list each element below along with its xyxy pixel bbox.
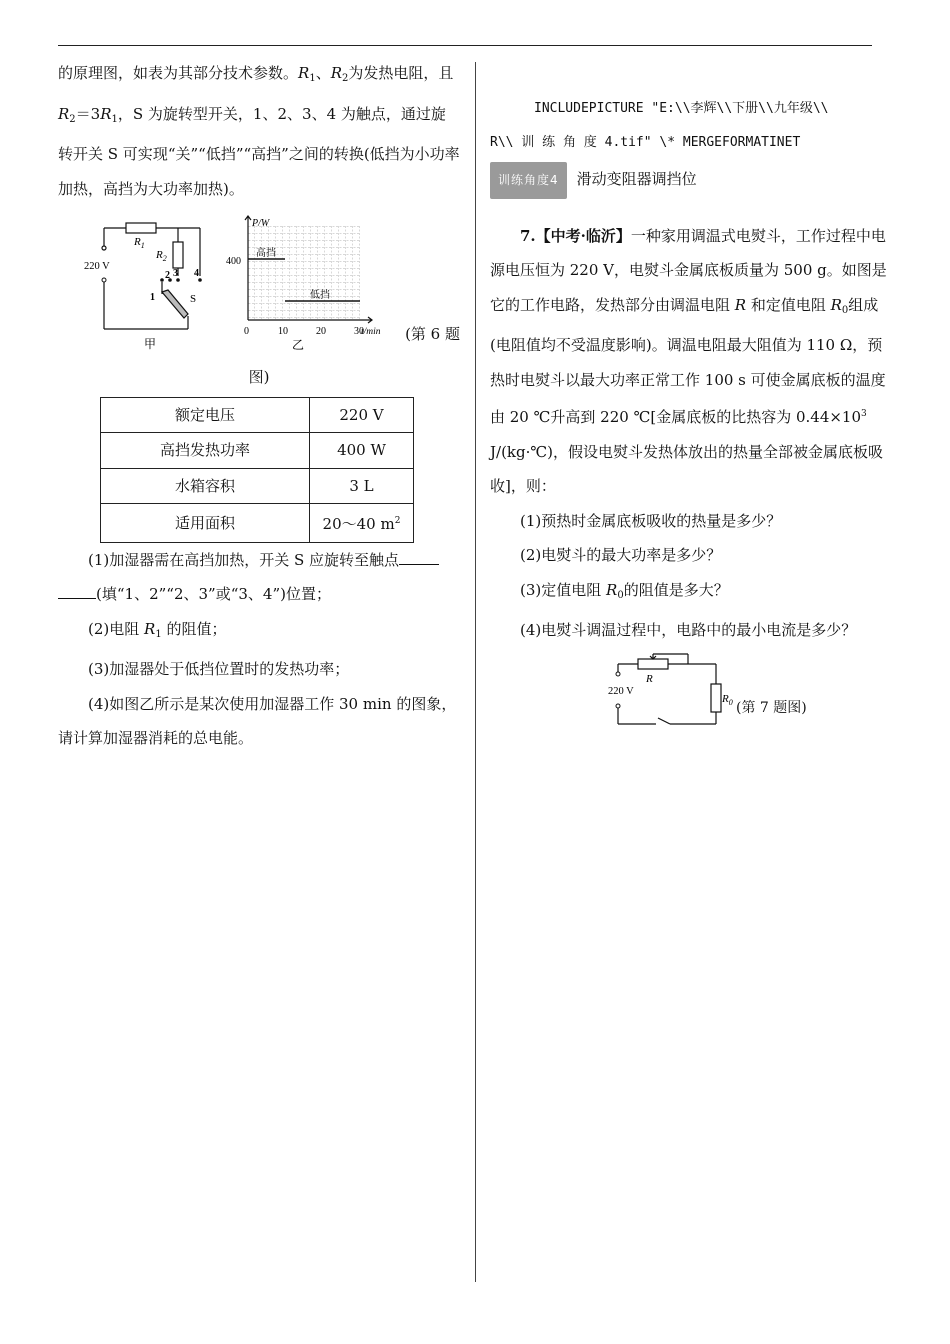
contact-4: 4 (194, 268, 199, 279)
contact-1: 1 (150, 292, 155, 303)
r0-label: $R_0$ (722, 692, 733, 707)
figure-6 (58, 212, 460, 352)
section-title: 滑动变阻器调挡位 (576, 170, 697, 188)
question-6-1: (1)加湿器需在高挡加热，开关 S 应旋转至触点 (填“1、2”“2、3”或“3、4”)位置； (58, 543, 460, 612)
r2-label: $R_2$ (156, 249, 167, 263)
parameter-table (100, 397, 414, 543)
question-7-1: (1)预热时金属底板吸收的热量是多少？ (520, 511, 782, 530)
x-tick-10: 10 (278, 326, 288, 337)
switch-label: S (190, 293, 197, 305)
figure-7 (490, 652, 892, 752)
high-gear-label: 高挡 (256, 248, 276, 259)
figure-6-caption: (第 6 题 (405, 325, 460, 343)
figure-jia-label: 甲 (144, 337, 157, 351)
header-rule (58, 45, 872, 46)
question-6-2: (2)电阻 $R_1$ 的阻值； (88, 619, 227, 640)
x-axis-label: t/min (361, 327, 381, 337)
contact-3: 3 (173, 268, 178, 279)
question-6-4: (4)如图乙所示是某次使用加湿器工作 30 min 的图象，请计算加湿器消耗的总电能。 (58, 694, 457, 747)
question-7-3: (3)定值电阻 $R_0$的阻值是多大？ (520, 580, 729, 601)
answer-blank[interactable] (399, 546, 439, 565)
section-badge: 训练角度4 (490, 162, 567, 199)
table-row: 额定电压 220 V (101, 397, 414, 433)
question-6-3: (3)加湿器处于低挡位置时的发热功率； (88, 660, 350, 678)
question-7-2: (2)电熨斗的最大功率是多少？ (520, 546, 722, 564)
answer-blank-cont[interactable] (58, 580, 96, 599)
y-axis-label: P/W (252, 218, 270, 229)
table-row: 高挡发热功率 400 W (101, 433, 414, 469)
rheostat-label: R (646, 672, 653, 685)
x-tick-0: 0 (244, 326, 249, 337)
column-divider (475, 62, 476, 1282)
voltage-label-7: 220 V (608, 685, 634, 697)
x-tick-30: 30 (354, 326, 364, 337)
y-tick-400: 400 (226, 256, 241, 267)
include-field-line-1: INCLUDEPICTURE "E:\\李辉\\下册\\九年级\\ (534, 101, 829, 116)
figure-6-caption-cont: 图) (248, 368, 270, 386)
iron-circuit-diagram (608, 652, 738, 748)
figure-yi-label: 乙 (292, 338, 305, 352)
figure-7-caption: (第 7 题图) (736, 699, 807, 716)
table-row: 适用面积 20～40 $m^2$ (101, 504, 414, 543)
r1-label: $R_1$ (134, 236, 145, 250)
question-7-4: (4)电熨斗调温过程中，电路中的最小电流是多少？ (520, 621, 857, 639)
x-tick-20: 20 (316, 326, 326, 337)
voltage-label: 220 V (84, 261, 110, 272)
table-row: 水箱容积 3 L (101, 468, 414, 504)
question-7-stem: 7.【中考·临沂】一种家用调温式电熨斗，工作过程中电源电压恒为 220 V，电熨斗金属底板质量为 500 g。如图是它的工作电路，发热部分由调温电阻 R 和定值电阻 $R_0$组成(电阻值均不受温度影响)。调温电阻最大阻值为 110 Ω，预热时电熨斗以最大功率正常工作 100 s 可使金属底板的温度由 20 ℃升高到 220 ℃[金属底板的比热容为 $0.44\times 10^3$ J/(kg·℃)，假设电熨斗发热体放出的热量全部被金属底板吸收]，则： (490, 226, 887, 495)
left-column (58, 56, 460, 756)
include-field-line-2: R\\ 训 练 角 度 4.tif" \* MERGEFORMATINET (490, 135, 801, 150)
section-heading (490, 162, 892, 199)
right-column (490, 92, 892, 752)
intro-paragraph: 的原理图，如表为其部分技术参数。$R_1$、$R_2$为发热电阻，且 $R_2=3R_1$，S 为旋转型开关，1、2、3、4 为触点，通过旋转开关 S 可实现“关”“低挡”“高挡”之间的转换(低挡为小功率加热，高挡为大功率加热)。 (58, 64, 460, 198)
power-time-graph (226, 212, 386, 352)
low-gear-label: 低挡 (310, 290, 330, 301)
contact-2: 2 (165, 270, 170, 281)
